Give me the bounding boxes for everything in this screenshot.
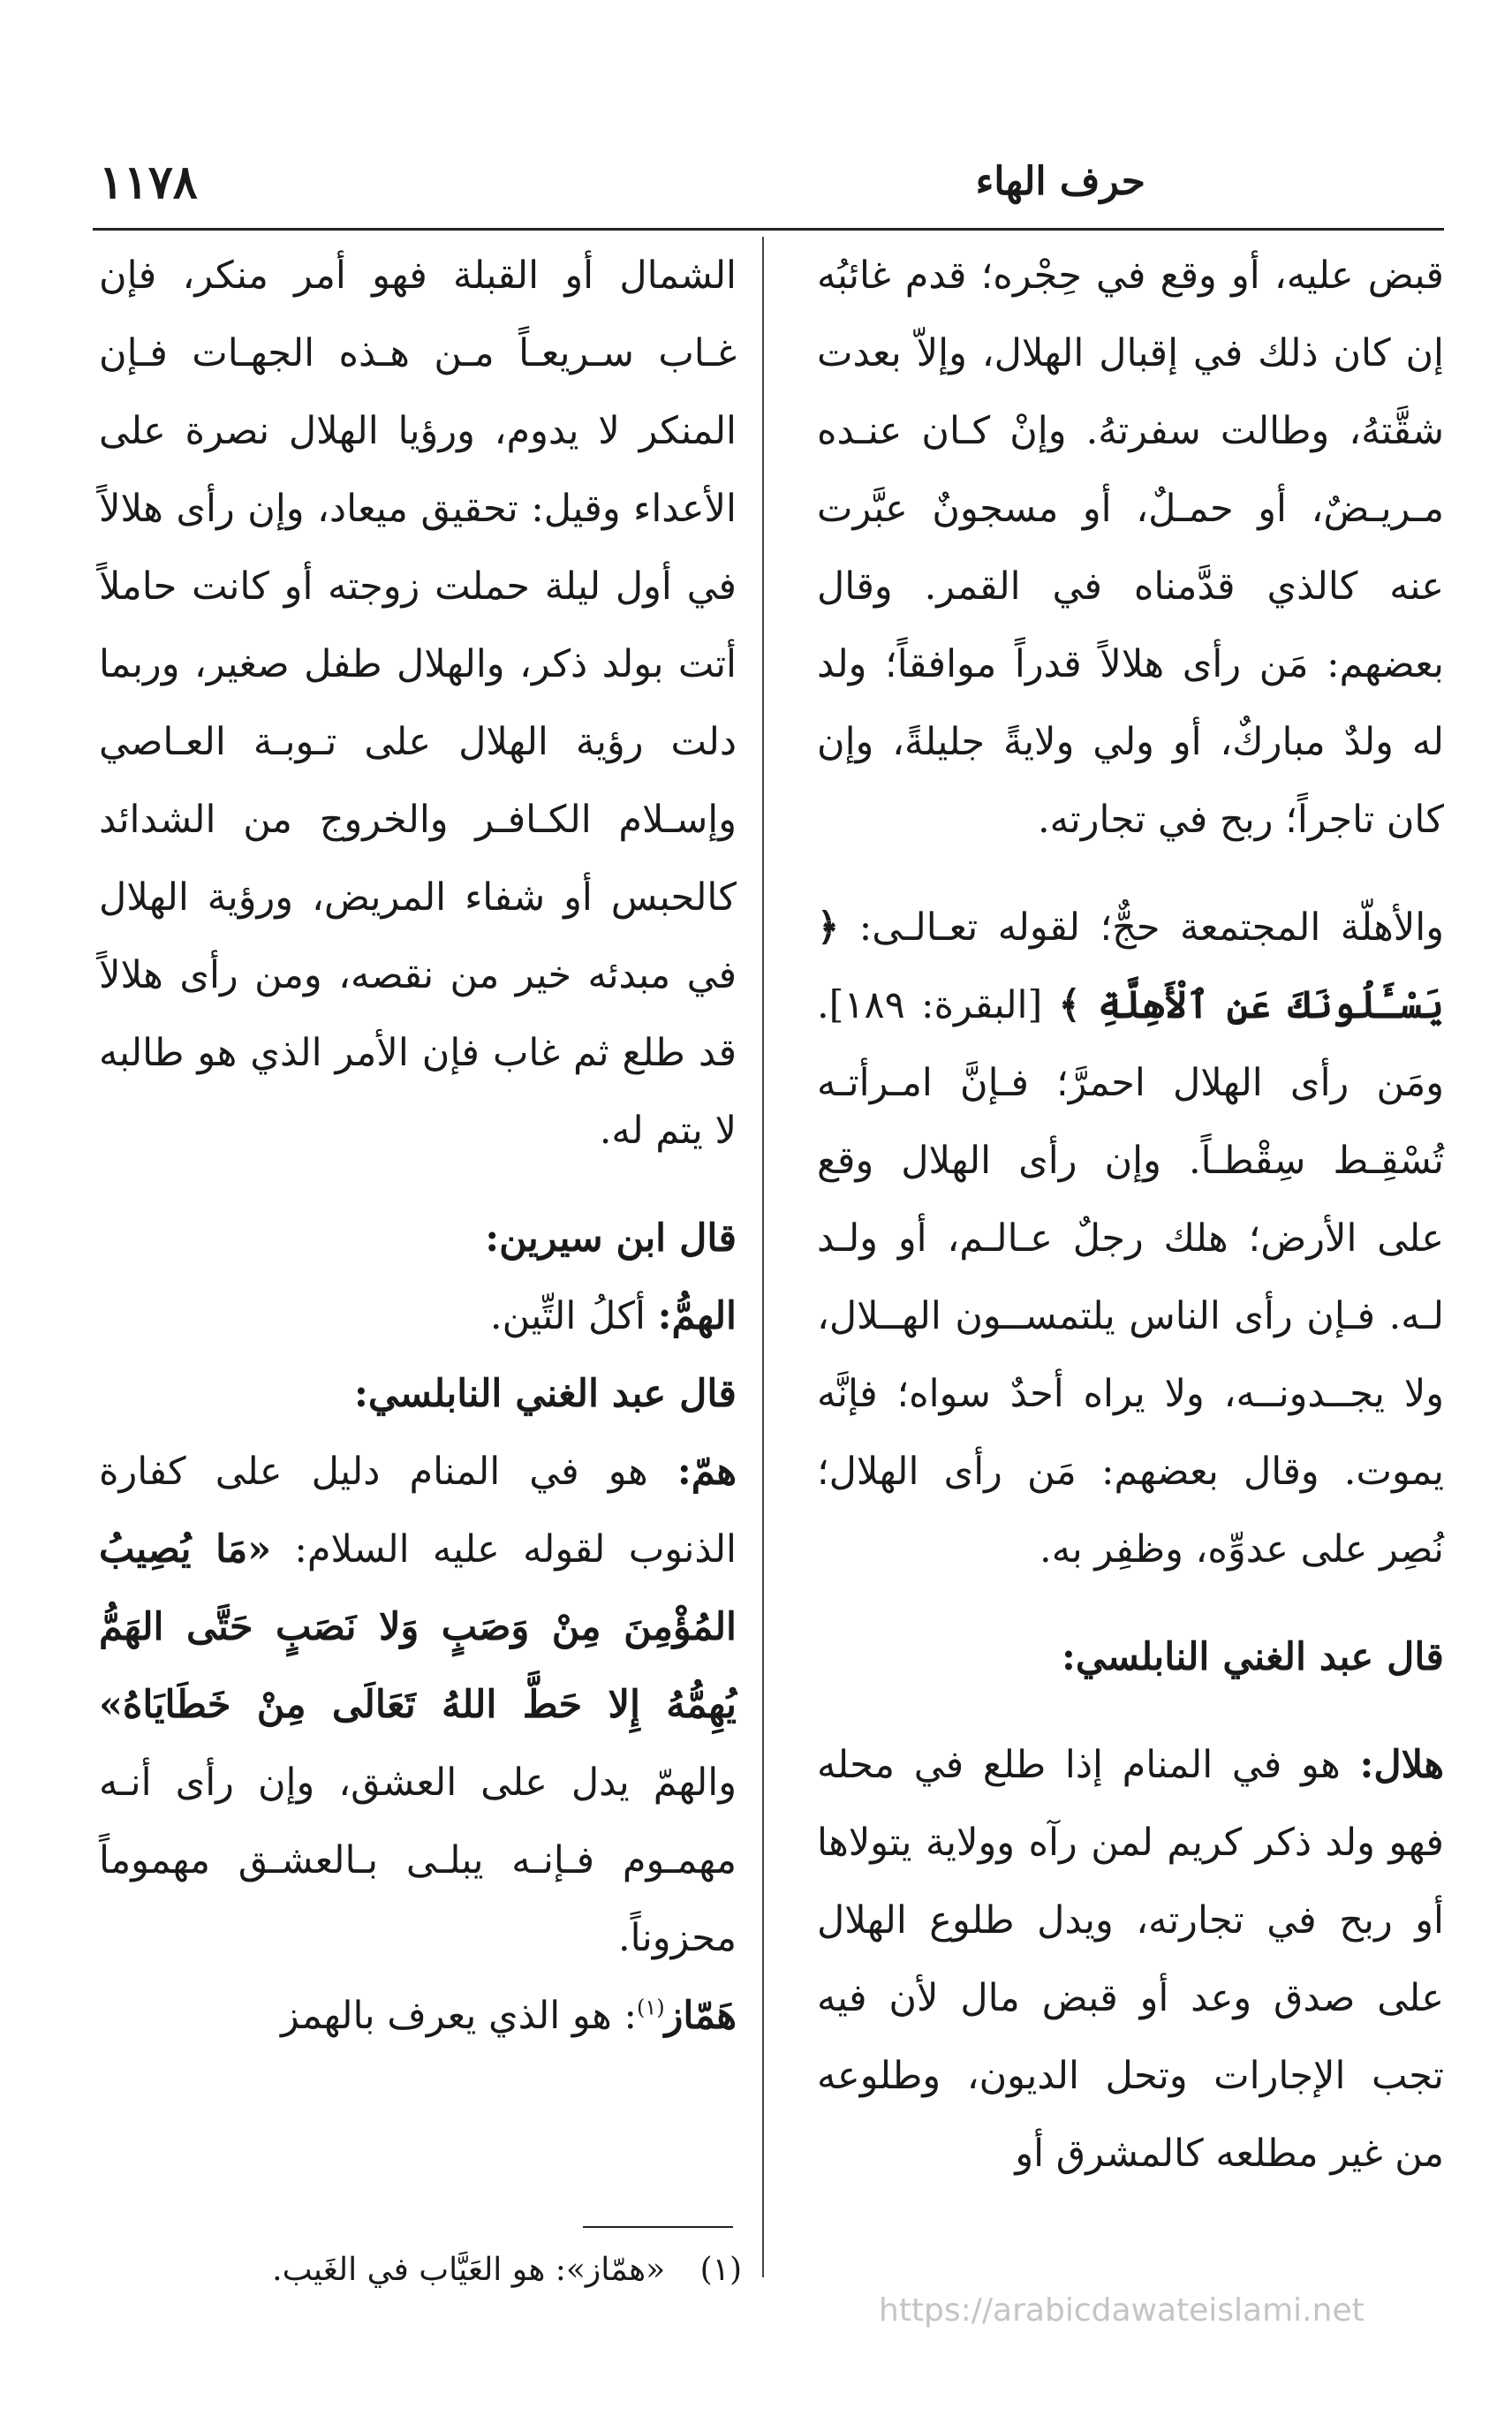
- section-heading: قال عبد الغني النابلسي:: [353, 1372, 737, 1416]
- hadith-quote: «مَا يُصِيبُ المُؤْمِنَ مِنْ وَصَبٍ وَلا نَصَبٍ حَتَّى الهَمُّ يُهِمُّهُ إِلا حَطَّ اللهُ تَعَالَى مِنْ خَطَايَاهُ»: [99, 1527, 737, 1727]
- left-paragraph-4: [99, 1977, 737, 2055]
- entry-term: همّ:: [677, 1450, 737, 1494]
- left-paragraph-2: [99, 1277, 737, 1355]
- paragraph-text: أكلُ التِّين.: [489, 1294, 646, 1338]
- footnote-text: «همّاز»: هو العَيَّاب في الغَيب.: [272, 2252, 666, 2288]
- paragraph-text: والهمّ يدل على العشق، وإن رأى أنـه مهمـوم فـإنـه يبلـى بـالعشـق مهموماً محزوناً.: [99, 1761, 737, 1960]
- right-paragraph-3: [817, 1726, 1444, 2193]
- section-heading: قال ابن سيرين:: [485, 1216, 737, 1261]
- verse-reference: [البقرة: ١٨٩].: [817, 983, 1043, 1027]
- paragraph-text: : هو الذي يعرف بالهمز: [281, 1994, 637, 2038]
- right-paragraph-2: [817, 889, 1444, 1588]
- footnote-number: (١): [699, 2252, 742, 2288]
- footnote-marker: (١): [636, 1995, 665, 2020]
- page-number: ١١٧٨: [99, 155, 198, 209]
- paragraph-text: ومَن رأى الهلال احمرَّ؛ فـإنَّ امـرأتـه تُسْقِـط سِقْطـاً. وإن رأى الهلال وقع على الأرض؛ هلك رجلٌ عـالـم، أو ولـد لـه. فـإن رأى الناس يلتمســون الهــلال، ولا يجــدونــه، ولا يراه أحدٌ سواه؛ فإنَّه يموت. وقال بعضهم: مَن رأى الهلال؛ نُصِر على عدوِّه، وظفِر به.: [817, 1061, 1444, 1572]
- paragraph-text: والأهلّة المجتمعة حجٌّ؛ لقوله تعـالـى:: [858, 905, 1444, 950]
- column-divider: [762, 237, 764, 2277]
- entry-term: الهمُّ:: [657, 1294, 737, 1338]
- paragraph-text: هو في المنام إذا طلع في محله فهو ولد ذكر كريم لمن رآه وولاية يتولاها أو ربح في تجارته، ويدل طلوع الهلال على صدق وعد أو قبض مال لأن فيه تجب الإجارات وتحل الديون، وطلوعه من غير مطلعه كالمشرق أو: [817, 1743, 1444, 2176]
- watermark-url: https://arabicdawateislami.net: [879, 2292, 1365, 2329]
- left-paragraph-1: الشمال أو القبلة فهو أمر منكر، فإن غـاب سـريعـاً مـن هـذه الجهـات فـإن المنكر لا يدوم، ورؤيا الهلال نصرة على الأعداء وقيل: تحقيق ميعاد، وإن رأى هلالاً في أول ليلة حملت زوجته أو كانت حاملاً أتت بولد ذكر، والهلال طفل صغير، وربما دلت رؤية الهلال على تـوبـة العـاصي وإسـلام الكـافـر والخروج من الشدائد كالحبس أو شفاء المريض، ورؤية الهلال في مبدئه خير من نقصه، ومن رأى هلالاً قد طلع ثم غاب فإن الأمر الذي هو طالبه لا يتم له.: [99, 254, 737, 1153]
- right-paragraph-1: قبض عليه، أو وقع في حِجْره؛ قدم غائبُه إن كان ذلك في إقبال الهلال، وإلاّ بعدت شقَّتهُ، وطالت سفرتهُ. وإنْ كـان عنـده مـريـضٌ، أو حمـلٌ، أو مسجونٌ عبَّرت عنه كالذي قدَّمناه في القمر. وقال بعضهم: مَن رأى هلالاً قدراً موافقاً؛ ولد له ولدٌ مباركٌ، أو ولي ولايةً جليلةً، وإن كان تاجراً؛ ربح في تجارته.: [817, 254, 1444, 842]
- section-heading: قال عبد الغني النابلسي:: [1061, 1635, 1444, 1679]
- entry-term: هَمّاز: [664, 1994, 737, 2038]
- entry-term: هلال:: [1359, 1743, 1444, 1787]
- left-column: [99, 237, 737, 2055]
- right-column: [817, 237, 1444, 2193]
- chapter-title: حرف الهاء: [975, 159, 1145, 204]
- quran-verse: ﴿ يَسْـَٔلُونَكَ عَنِ ٱلْأَهِلَّةِ ﴾: [817, 905, 1444, 1027]
- paragraph-text: هو في المنام دليل على كفارة الذنوب لقوله عليه السلام:: [99, 1450, 737, 1572]
- footnote: [177, 2244, 742, 2297]
- footnote-divider: [583, 2226, 733, 2228]
- left-paragraph-3: [99, 1433, 737, 1977]
- header-divider: [93, 228, 1444, 231]
